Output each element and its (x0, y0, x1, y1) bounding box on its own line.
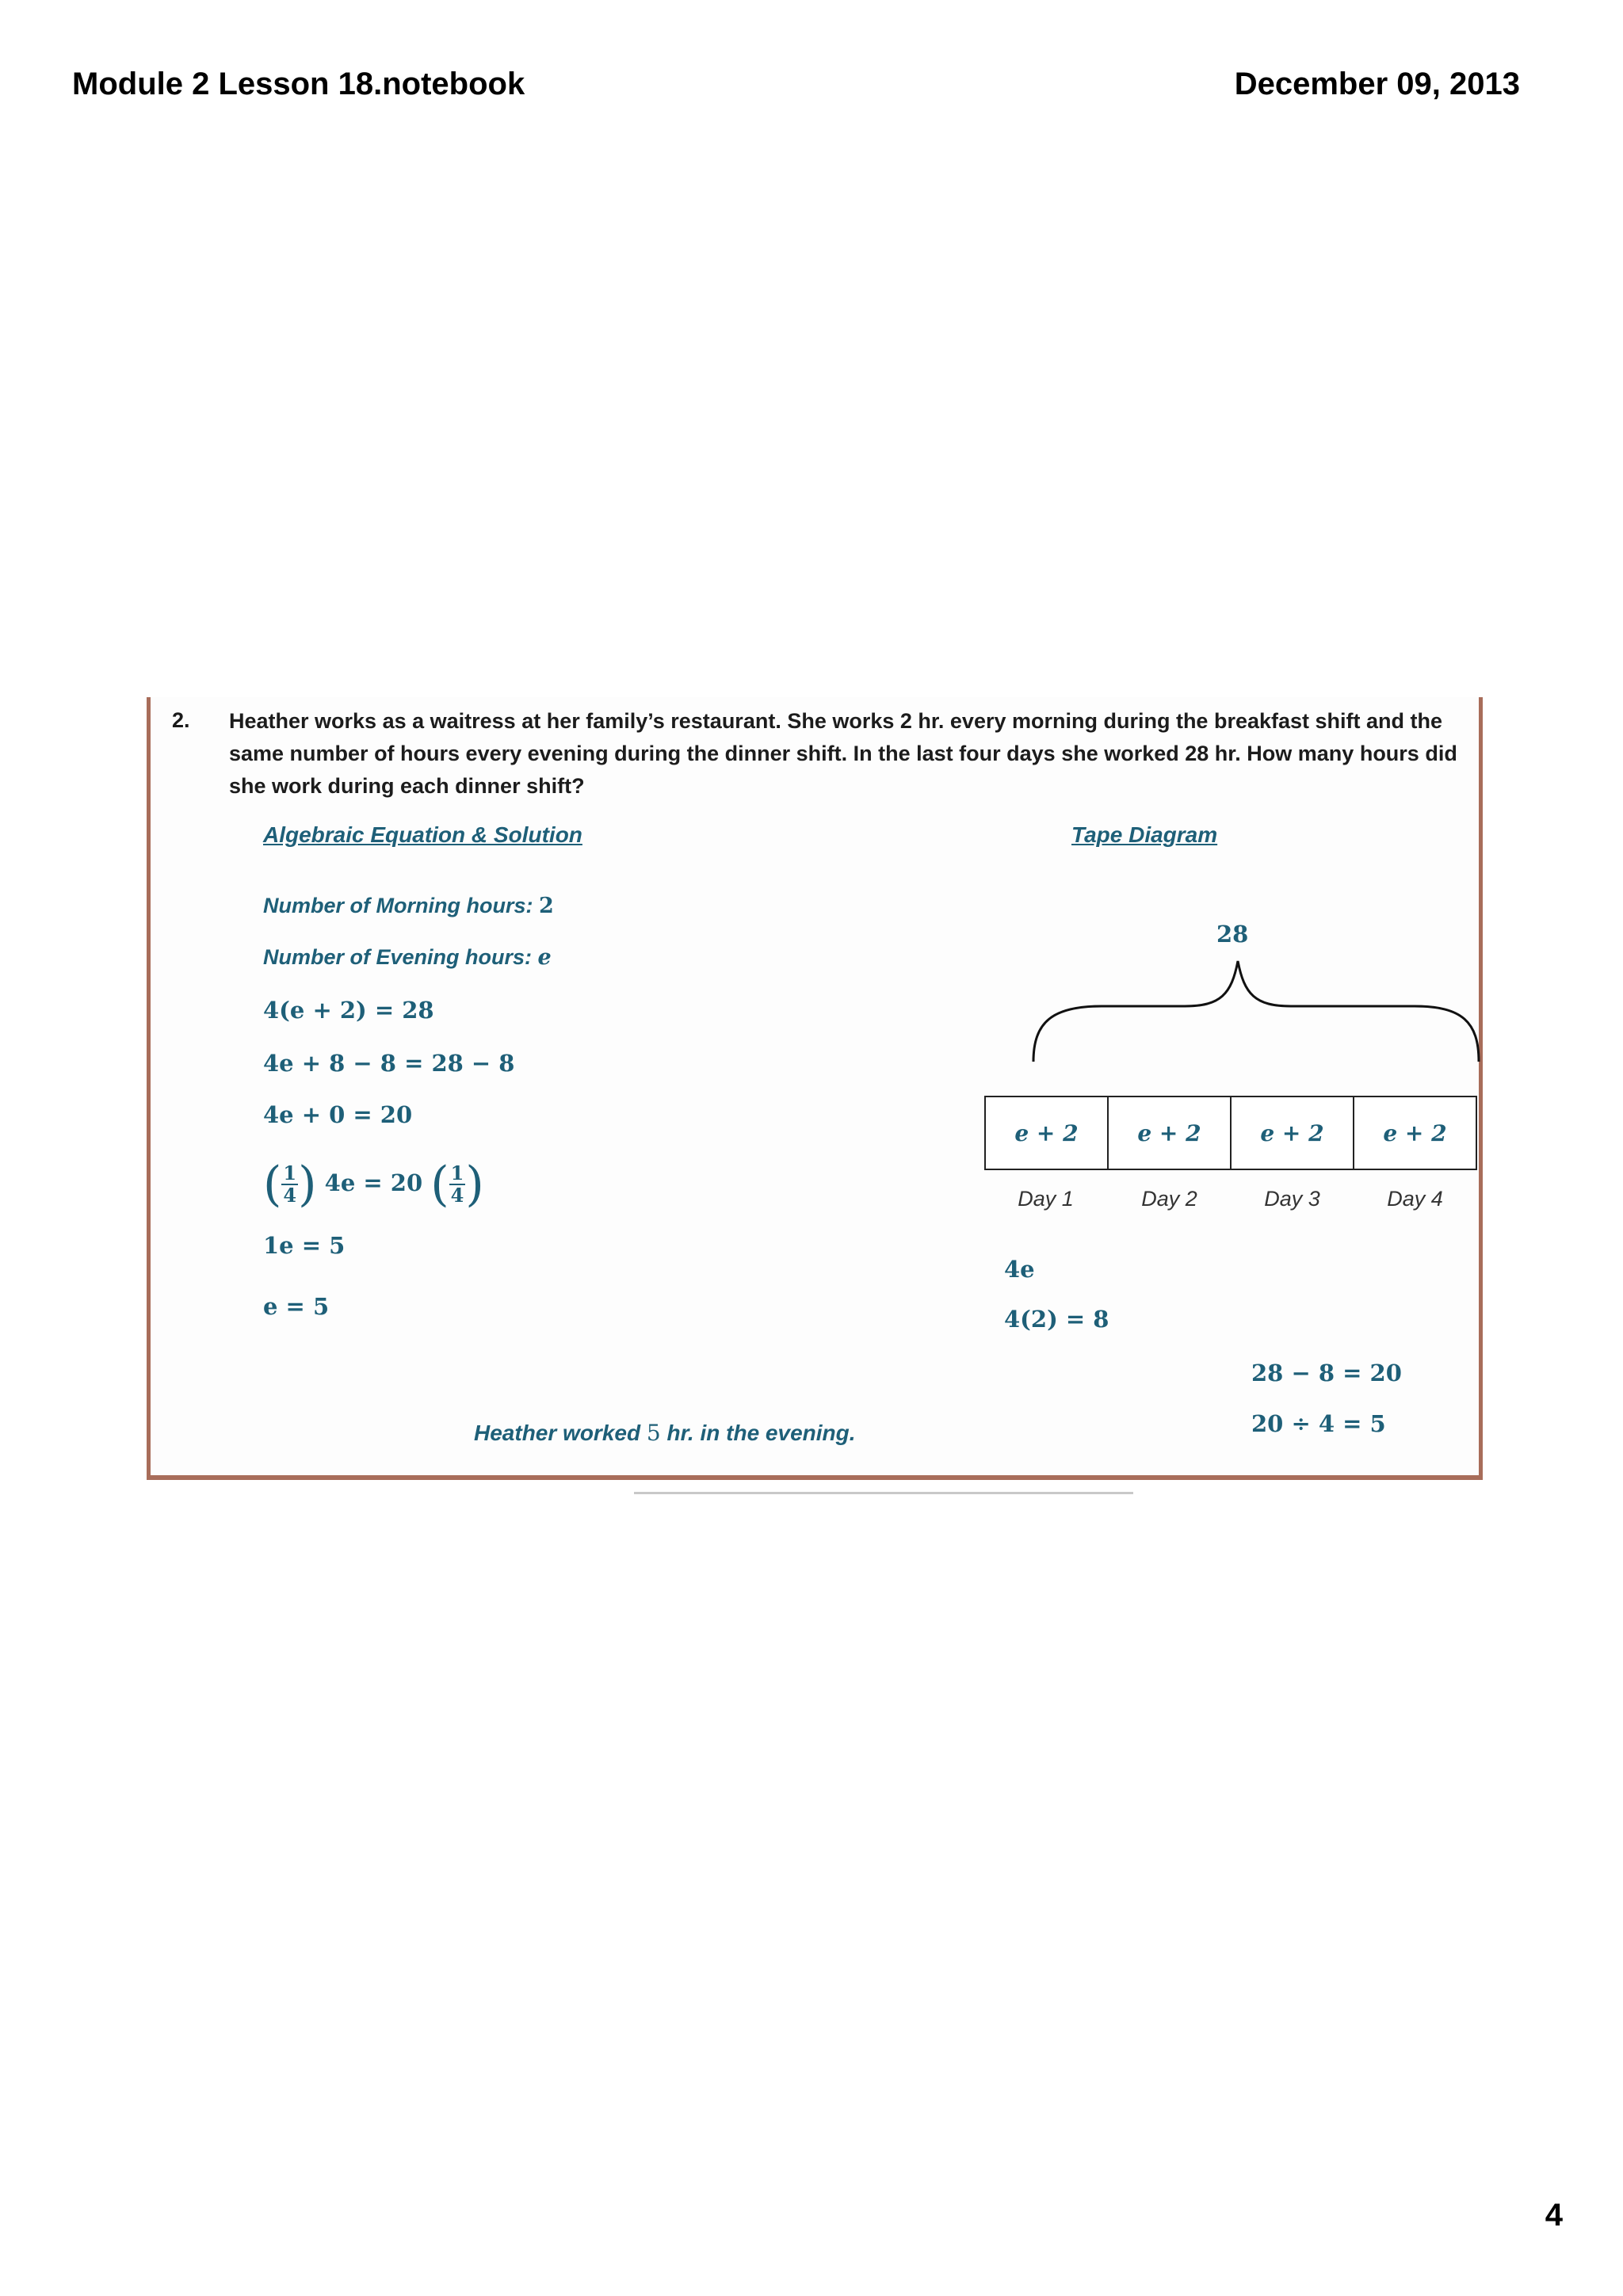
open-paren: ( (430, 1157, 449, 1212)
morning-hours-line (263, 894, 554, 918)
tape-cell-day-2: e + 2 (1109, 1097, 1232, 1169)
morning-hours-value: 2 (538, 894, 554, 918)
tape-cell-day-4: e + 2 (1383, 1119, 1447, 1146)
equation-step-4 (263, 1157, 484, 1212)
answer-prefix: Heather worked (474, 1421, 641, 1445)
page-date: December 09, 2013 (1234, 67, 1520, 101)
evening-hours-label: Number of Evening hours: (263, 945, 533, 969)
morning-hours-label: Number of Morning hours: (263, 894, 533, 917)
fraction-left: $\frac{1}{4}$ (283, 1161, 297, 1207)
brace-path (1033, 961, 1479, 1062)
equation-step-1: 4(e + 2) = 28 (263, 997, 434, 1024)
fraction-right: $\frac{1}{4}$ (450, 1161, 464, 1207)
evening-hours-value: e (537, 945, 552, 970)
problem-text: Heather works as a waitress at her family’s restaurant. She works 2 hr. every morning during the breakfast shift and the same number of hours every evening during the dinner shift. In the last four days she worked 28 hr. How many hours did she work during each dinner shift? (229, 709, 1457, 798)
divider-line (634, 1492, 1133, 1494)
curly-brace (1030, 947, 1506, 1074)
tape-cell-day-3: e + 2 (1232, 1097, 1354, 1169)
evening-hours-line (263, 945, 552, 970)
notebook-title: Module 2 Lesson 18.notebook (72, 67, 525, 101)
equation-step-3: 4e + 0 = 20 (263, 1101, 413, 1128)
answer-sentence (474, 1420, 856, 1446)
close-paren: ) (465, 1157, 484, 1212)
worksheet-snippet (147, 697, 1483, 1480)
answer-value: 5 (646, 1420, 661, 1446)
tape-calc-1: 4e (1004, 1256, 1035, 1283)
day-label-2: Day 2 (1141, 1187, 1197, 1211)
day-label-1: Day 1 (1018, 1187, 1074, 1211)
open-paren: ( (263, 1157, 282, 1212)
equation-step-2: 4e + 8 − 8 = 28 − 8 (263, 1050, 515, 1077)
algebra-heading: Algebraic Equation & Solution (263, 822, 582, 847)
equation-step-4-middle: 4e = 20 (324, 1169, 423, 1196)
day-label-4: Day 4 (1387, 1187, 1443, 1211)
tape-diagram (984, 1096, 1477, 1170)
equation-step-6: e = 5 (263, 1293, 330, 1320)
day-label-3: Day 3 (1264, 1187, 1320, 1211)
page-number: 4 (1545, 2198, 1563, 2233)
tape-calc-4: 20 ÷ 4 = 5 (1251, 1410, 1386, 1437)
tape-cell-day-1: e + 2 (986, 1097, 1109, 1169)
tape-calc-3: 28 − 8 = 20 (1251, 1360, 1402, 1386)
problem-number: 2. (172, 708, 190, 732)
close-paren: ) (298, 1157, 317, 1212)
tape-total: 28 (1216, 921, 1249, 948)
answer-suffix: hr. in the evening. (666, 1421, 856, 1445)
tape-heading: Tape Diagram (1071, 822, 1218, 847)
tape-calc-2: 4(2) = 8 (1004, 1306, 1109, 1333)
equation-step-5: 1e = 5 (263, 1232, 346, 1259)
